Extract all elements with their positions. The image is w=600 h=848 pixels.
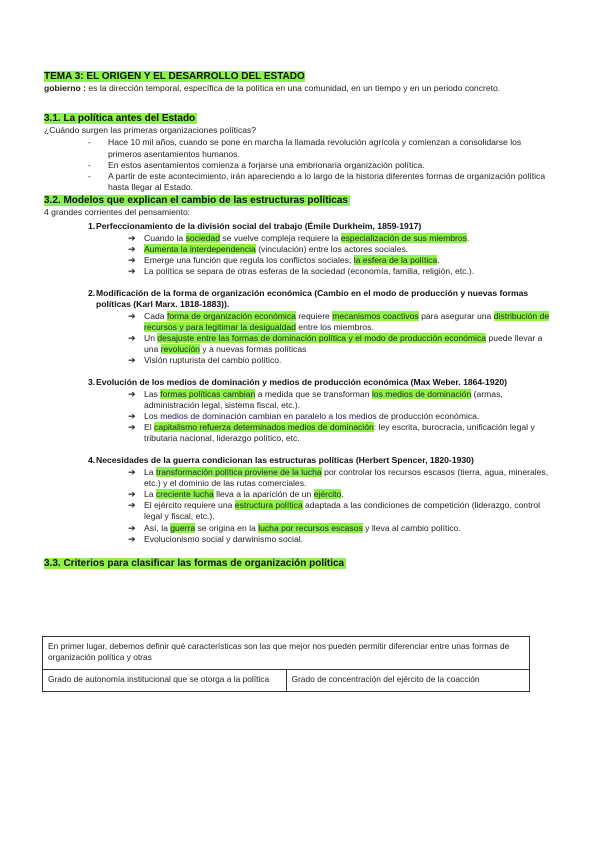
document-title: TEMA 3: EL ORIGEN Y EL DESARROLLO DEL ESTADO [44,71,305,82]
list-item: ➔ Aumenta la interdependencia (vinculación) entre los actores sociales. [128,243,409,254]
model-3-title: Evolución de los medios de dominación y medios de producción económica (Max Weber. 1864-1920) [96,377,508,388]
list-item: ➔ Emerge una función que regula los conflictos sociales; la esfera de la política. [128,254,440,265]
arrow-icon: ➔ [128,388,136,399]
list-item: - Hace 10 mil años, cuando se pone en marcha la llamada revolución agrícola y comienzan a consolidarse los primeros asentamientos humanos. [88,137,522,159]
section-3-2-intro: 4 grandes corrientes del pensamiento: [44,207,191,218]
model-1-title: Perfeccionamiento de la división social del trabajo (Émile Durkheim, 1859-1917) [96,221,422,232]
arrow-icon: ➔ [128,422,136,433]
list-item: - A partir de este acontecimiento, irán apareciendo a lo largo de la historia diferentes formas de organización política hasta llegar al Estado. [88,170,546,193]
model-2-title: Modificación de la forma de organización económica (Cambio en el modo de producción y nuevas formas políticas (Karl Marx. 1818-1883)). [96,288,529,310]
list-item: ➔ Evolucionismo social y darwinismo social. [128,533,304,544]
criteria-table [42,636,530,692]
arrow-icon: ➔ [128,522,136,533]
arrow-icon: ➔ [128,466,136,477]
list-item: ➔ Las formas políticas cambian a medida que se transforman los medios de dominación (armas, administración legal, sistema fiscal, etc.). [128,388,503,410]
table-cell: Grado de autonomía institucional que se otorga a la política [43,669,287,691]
arrow-icon: ➔ [128,332,136,343]
list-item: - En estos asentamientos comienza a forjarse una embrionaria organización política. [88,159,425,170]
list-item: ➔ Cada forma de organización económica requiere mecanismos coactivos para asegurar una distribución de recursos y para legitimar la desigualdad entre los miembros. [128,310,550,332]
model-4-title: Necesidades de la guerra condicionan las estructuras políticas (Herbert Spencer, 1820-1930) [96,455,474,466]
list-item: ➔ La creciente lucha lleva a la aparición de un ejército. [128,488,344,499]
arrow-icon: ➔ [128,410,136,421]
arrow-icon: ➔ [128,254,136,265]
model-3: 3. Evolución de los medios de dominación y medios de producción económica (Max Weber. 1864-1920) ➔ Las formas políticas cambian a medida que se transforman los medios de dominación (armas, administración legal, sistema fiscal, etc.). ➔ Los medios de dominación cambian en paralelo a los medios de producción económica. ➔ El capitalismo refuerza determinados medios de dominación: ley escrita, burocracia, unificación legal y tributaria nacional, liderazgo político, etc. [44,377,554,444]
section-3-1-list [44,137,554,193]
arrow-icon: ➔ [128,232,136,243]
arrow-icon: ➔ [128,355,136,366]
list-item: ➔ El ejército requiere una estructura política adaptada a las condiciones de competición (liderazgo, control legal y fiscal, etc.). [128,500,541,522]
model-4: 4. Necesidades de la guerra condicionan las estructuras políticas (Herbert Spencer, 1820-1930) ➔ La transformación política proviene de la lucha por controlar los recursos escasos (tierra, agua, minerales, etc.) y el dominio de las rutas comerciales. ➔ La creciente lucha lleva a la aparición de un ejército. ➔ El ejército requiere una estructura política adaptada a las condiciones de competición (liderazgo, control legal y fiscal, etc.). ➔ Así, la guerra se origina en la lucha por recursos escasos y lleva al cambio político. ➔ Evolucionismo social y darwinismo social. [44,455,554,544]
arrow-icon: ➔ [128,310,136,321]
arrow-icon: ➔ [128,500,136,511]
model-2: 2. Modificación de la forma de organización económica (Cambio en el modo de producción y nuevas formas políticas (Karl Marx. 1818-1883)). ➔ Cada forma de organización económica requiere mecanismos coactivos para asegurar una distribución de recursos y para legitimar la desigualdad entre los miembros. ➔ Un desajuste entre las formas de dominación política y el modo de producción económica puede llevar a una revolución y a nuevas formas políticas ➔ Visión rupturista del cambio político. [44,288,554,366]
list-item: ➔ La política se separa de otras esferas de la sociedad (economía, familia, religión, etc.). [128,266,475,277]
model-1: 1. Perfeccionamiento de la división social del trabajo (Émile Durkheim, 1859-1917) ➔ Cuando la sociedad se vuelve compleja requiere la especialización de sus miembros. ➔ Aumenta la interdependencia (vinculación) entre los actores sociales. ➔ Emerge una función que regula los conflictos sociales; la esfera de la política. ➔ La política se separa de otras esferas de la sociedad (economía, familia, religión, etc.). [44,221,554,277]
list-item: ➔ Así, la guerra se origina en la lucha por recursos escasos y lleva al cambio político. [128,522,461,533]
section-3-1-question: ¿Cuándo surgen las primeras organizaciones políticas? [44,125,257,136]
list-item: ➔ La transformación política proviene de la lucha por controlar los recursos escasos (tierra, agua, minerales, etc.) y el dominio de las rutas comerciales. [128,466,549,488]
table-cell: Grado de concentración del ejército de la coacción [286,669,530,691]
arrow-icon: ➔ [128,266,136,277]
list-item: ➔ Un desajuste entre las formas de dominación política y el modo de producción económica puede llevar a una revolución y a nuevas formas políticas [128,332,543,355]
list-item: ➔ Cuando la sociedad se vuelve compleja requiere la especialización de sus miembros. [128,232,470,243]
list-item: ➔ Visión rupturista del cambio político. [128,355,282,366]
arrow-icon: ➔ [128,533,136,544]
arrow-icon: ➔ [128,488,136,499]
table-cell: En primer lugar, debemos definir qué características son las que mejor nos pueden permitir diferenciar entre unas formas de organización política y otras [43,637,530,670]
section-3-1-heading: 3.1. La política antes del Estado [44,113,196,125]
section-3-3-heading: 3.3. Criterios para clasificar las formas de organización política [44,557,345,569]
section-3-2-heading: 3.2. Modelos que explican el cambio de las estructuras políticas [44,195,348,207]
list-item: ➔ El capitalismo refuerza determinados medios de dominación: ley escrita, burocracia, unificación legal y tributaria nacional, liderazgo político, etc. [128,422,535,444]
definition: gobierno : es la dirección temporal, específica de la política en una comunidad, en un tiempo y en un periodo concreto. [44,83,501,93]
list-item: ➔ Los medios de dominación cambian en paralelo a los medios de producción económica. [128,410,480,421]
document-page [44,70,554,570]
arrow-icon: ➔ [128,243,136,254]
